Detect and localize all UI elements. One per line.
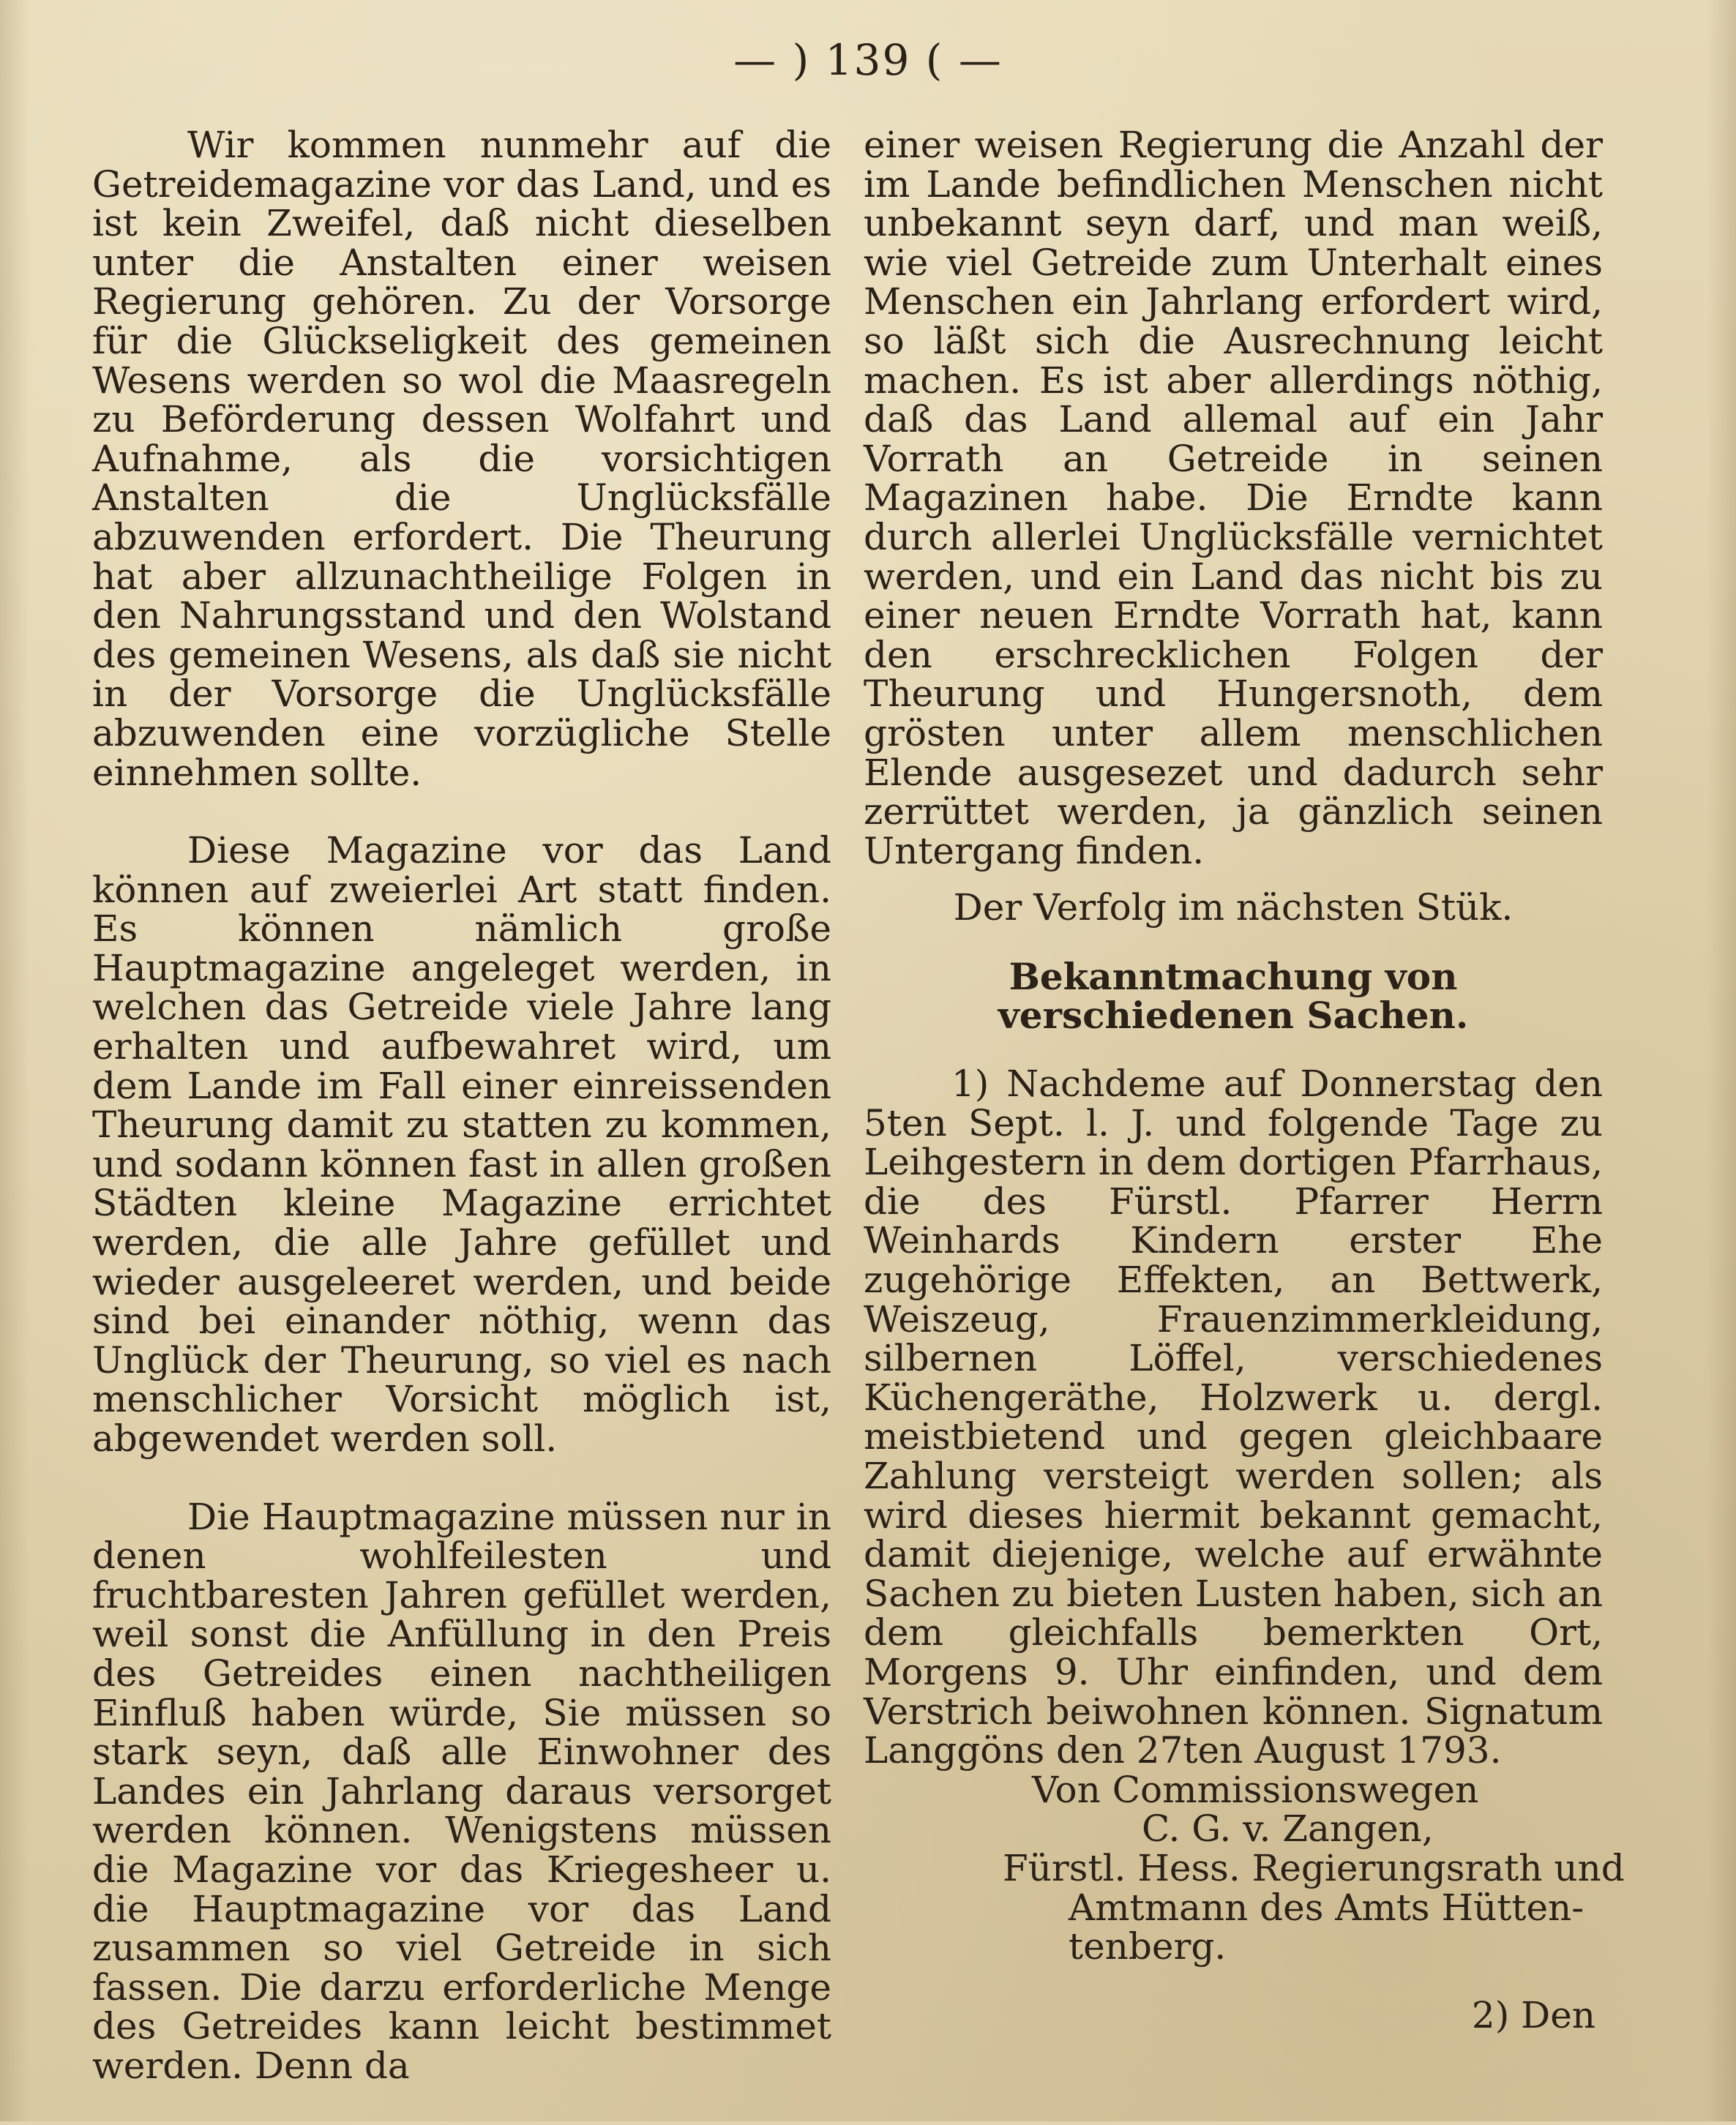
section-heading: Bekanntmachung von verschiedenen Sachen. bbox=[998, 954, 1469, 1038]
left-paragraph-2: Diese Magazine vor das Land können auf zweierlei Art statt finden. Es können nämlich große Hauptmagazine angeleget werden, in welchen das Getreide viele Jahre lang erhalten und aufbewahret wird, um dem Lande im Fall einer einreissenden Theurung damit zu statten zu kommen, und sodann können fast in allen großen Städten kleine Magazine errichtet werden, die alle Jahre gefüllet und wieder ausgeleeret werden, und beide sind bei einander nöthig, wenn das Unglück der Theurung, so viel es nach menschlicher Vorsicht möglich ist, abgewendet werden soll. bbox=[92, 829, 831, 1460]
left-paragraph-3: Die Hauptmagazine müssen nur in denen wohlfeilesten und fruchtbaresten Jahren gefüllet werden, weil sonst die Anfüllung in den Preis des Getreides einen nachtheiligen Einfluß haben würde, Sie müssen so stark seyn, daß alle Einwohner des Landes ein Jahrlang daraus versorget werden können. Wenigstens müssen die Magazine vor das Kriegesheer u. die Hauptmagazine vor das Land zusammen so viel Getreide in sich fassen. Die darzu erforderliche Menge des Getreides kann leicht bestimmet werden. Denn da bbox=[92, 1495, 831, 2087]
left-column bbox=[92, 126, 831, 2125]
to-be-continued-note: Der Verfolg im nächsten Stük. bbox=[953, 886, 1514, 929]
page-number: — ) 139 ( — bbox=[733, 35, 1003, 85]
signature-line-3: Fürstl. Hess. Regierungsrath und bbox=[1003, 1846, 1625, 1889]
page-edge-right bbox=[1707, 0, 1736, 2121]
catchword: 2) Den bbox=[1471, 1993, 1595, 2036]
signature-line-1: Von Commissionswegen bbox=[1032, 1768, 1479, 1811]
signature-line-4: Amtmann des Amts Hütten- bbox=[1069, 1886, 1585, 1929]
right-continuation-paragraph: einer weisen Regierung die Anzahl der im Lande befindlichen Menschen nicht unbekannt seyn darf, und man weiß, wie viel Getreide zum Unterhalt eines Menschen ein Jahrlang erfordert wird, so läßt sich die Ausrechnung leicht machen. Es ist aber allerdings nöthig, daß das Land allemal auf ein Jahr Vorrath an Getreide in seinen Magazinen habe. Die Erndte kann durch allerlei Unglücksfälle vernichtet werden, und ein Land das nicht bis zu einer neuen Erndte Vorrath hat, kann den erschrecklichen Folgen der Theurung und Hungersnoth, dem grösten unter allem menschlichen Elende ausgesezet und dadurch sehr zerrüttet werden, ja gänzlich seinen Untergang finden. bbox=[864, 124, 1603, 872]
right-column bbox=[864, 124, 1625, 2036]
notice-paragraph: 1) Nachdeme auf Donnerstag den 5ten Sept. l. J. und folgende Tage zu Leihgestern in dem dortigen Pfarrhaus, die des Fürstl. Pfarrer Herrn Weinhards Kindern erster Ehe zugehörige Effekten, an Bettwerk, Weiszeug, Frauenzimmerkleidung, silbernen Löffel, verschiedenes Küchengeräthe, Holzwerk u. dergl. meistbietend und gegen gleichbaare Zahlung versteigt werden sollen; als wird dieses hiermit bekannt gemacht, damit diejenige, welche auf erwähnte Sachen zu bieten Lusten haben, sich an dem gleichfalls bemerkten Ort, Morgens 9. Uhr einfinden, und dem Verstrich beiwohnen können. Signatum Langgöns den 27ten August 1793. bbox=[864, 1062, 1603, 1772]
signature-line-2: C. G. v. Zangen, bbox=[1142, 1807, 1434, 1851]
left-paragraph-1: Wir kommen nunmehr auf die Getreidemagazine vor das Land, und es ist kein Zweifel, daß nicht dieselben unter die Anstalten einer weisen Regierung gehören. Zu der Vorsorge für die Glückseligkeit des gemeinen Wesens werden so wol die Maasregeln zu Beförderung dessen Wolfahrt und Aufnahme, als die vorsichtigen Anstalten die Unglücksfälle abzuwenden erfordert. Die Theurung hat aber allzunachtheilige Folgen in den Nahrungsstand und den Wolstand des gemeinen Wesens, als daß sie nicht in der Vorsorge die Unglücksfälle abzuwenden eine vorzügliche Stelle einnehmen sollte. bbox=[92, 124, 831, 794]
page-edge-left bbox=[0, 0, 29, 2121]
signature-line-5: tenberg. bbox=[1069, 1925, 1227, 1968]
signature-block bbox=[864, 1768, 1625, 1968]
